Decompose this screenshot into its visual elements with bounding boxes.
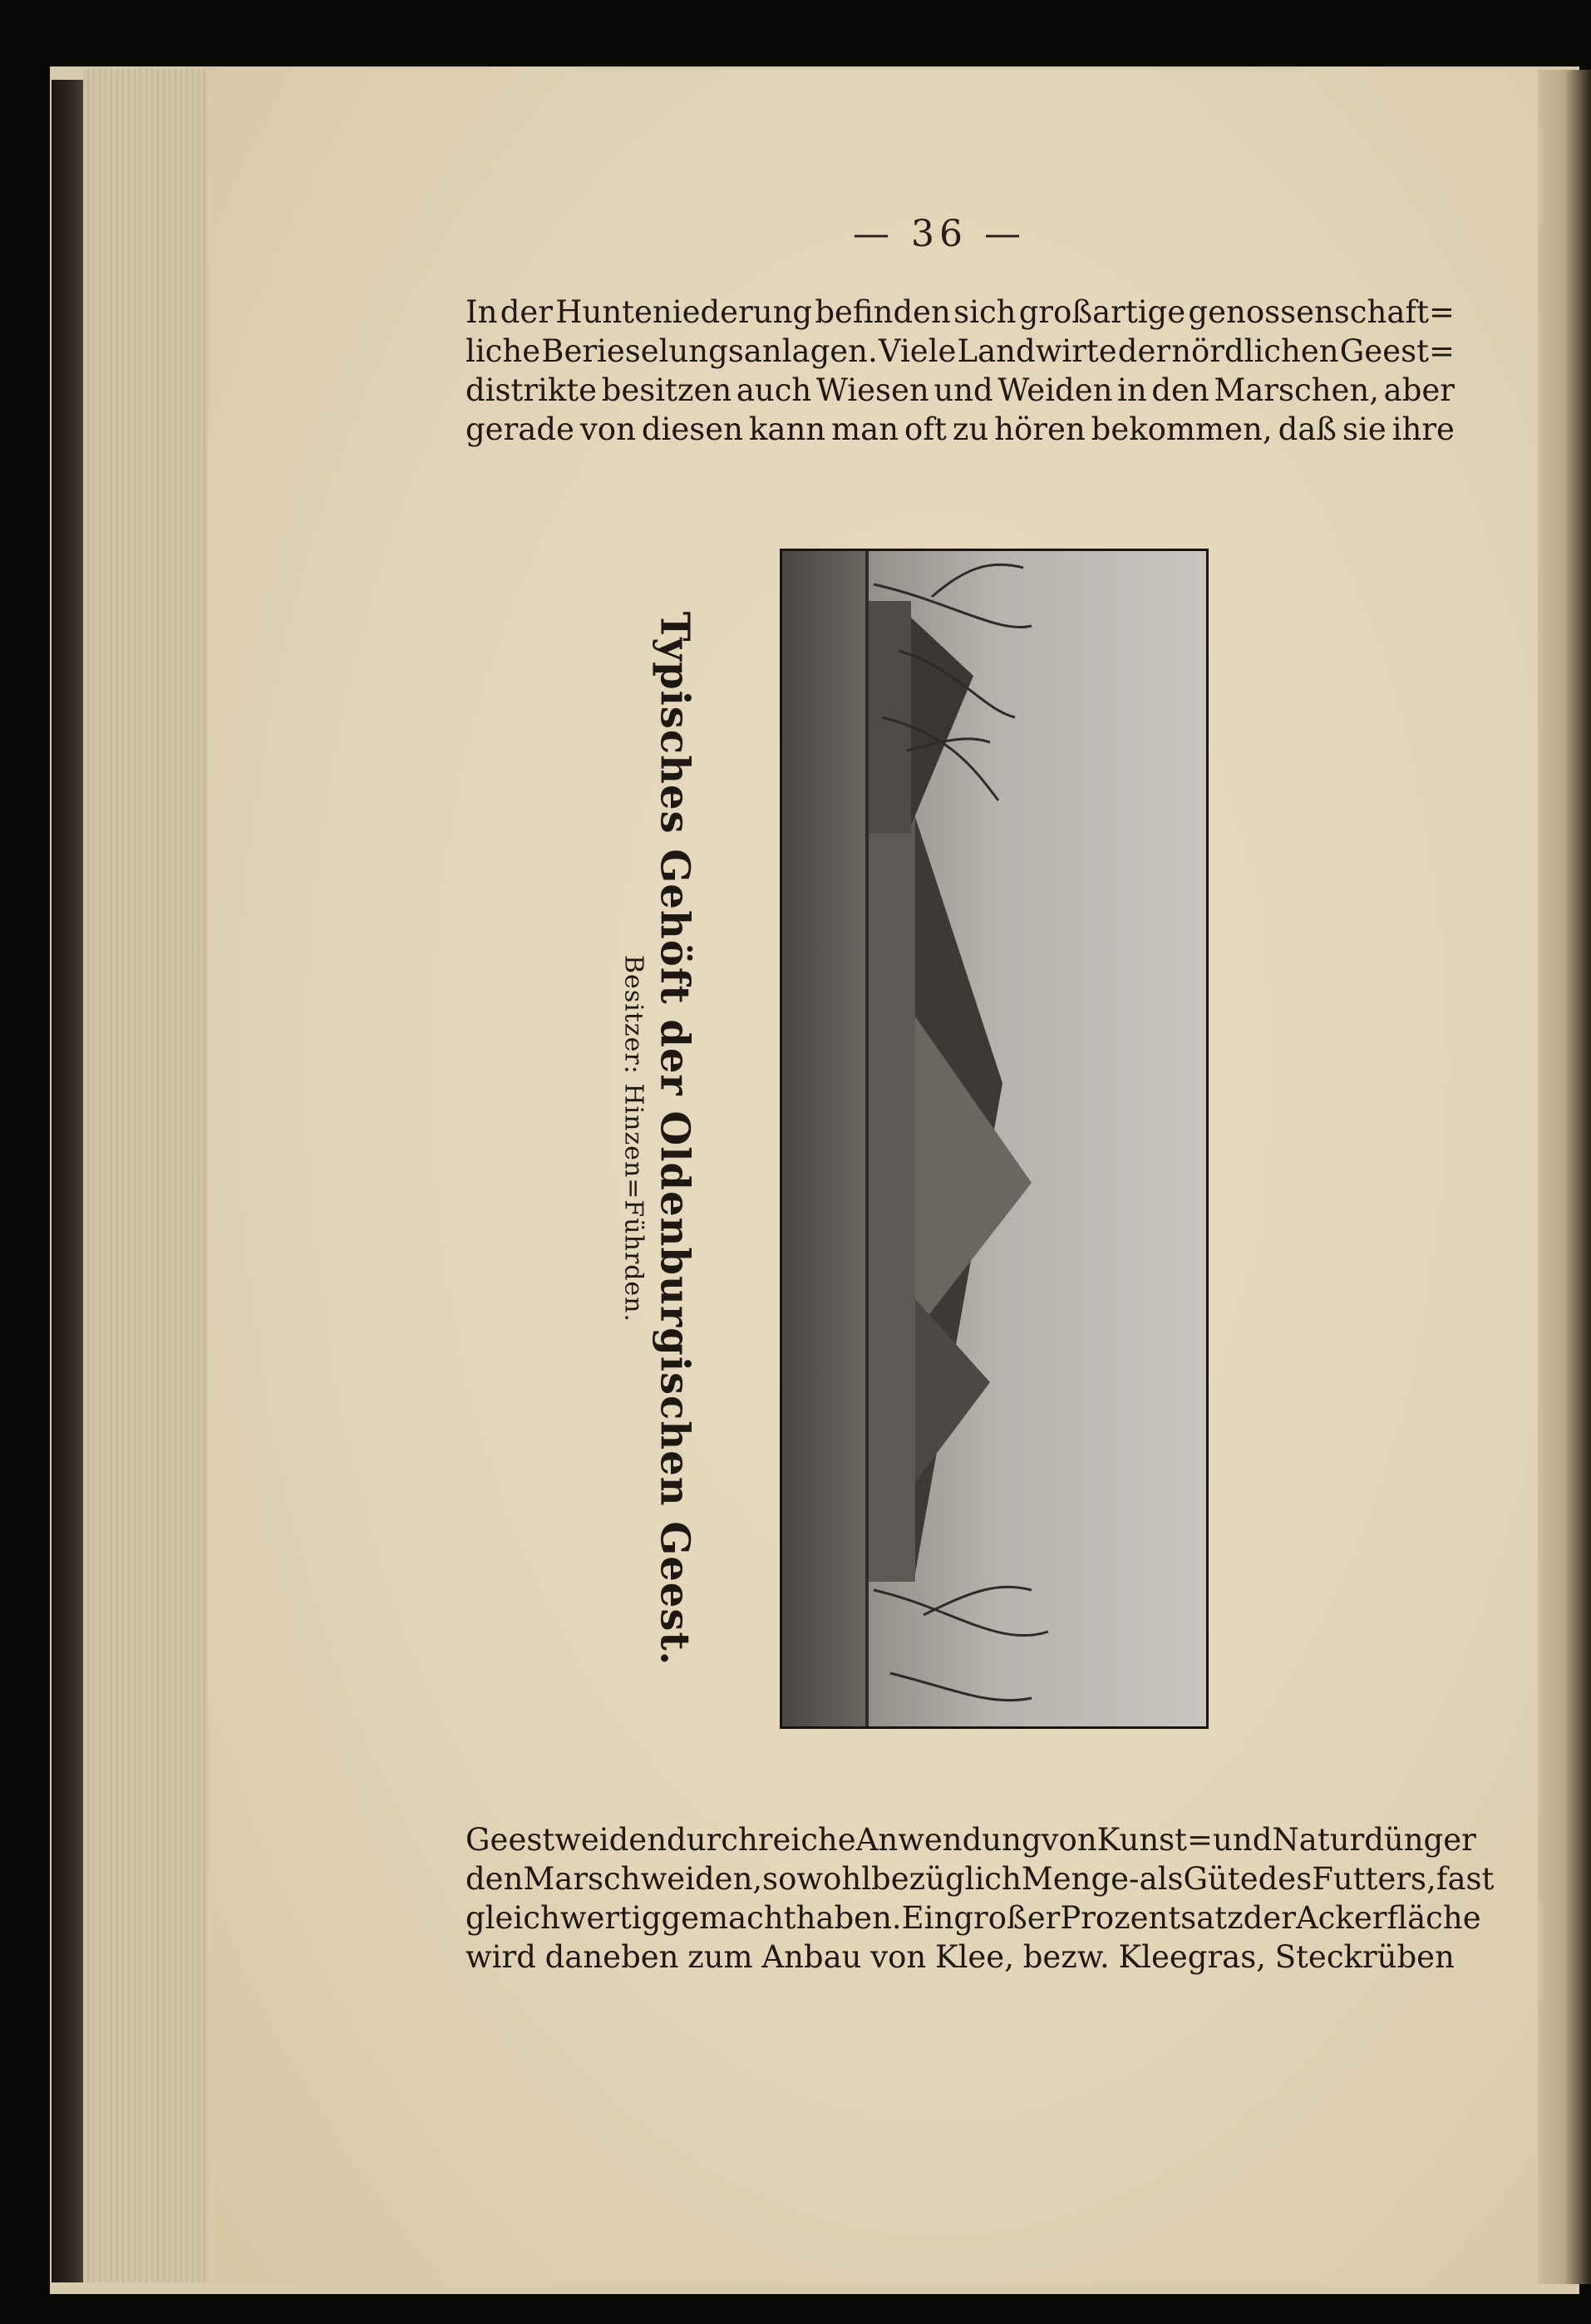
word: bezüglich: [871, 1861, 1022, 1897]
word: von: [579, 411, 636, 447]
word: besitzen: [601, 372, 732, 408]
word: aber: [1383, 372, 1455, 408]
text-line: [465, 1937, 1455, 1977]
paragraph-bottom: [465, 1820, 1495, 1977]
word: haben.: [796, 1900, 902, 1936]
word: großartige: [1018, 294, 1186, 330]
word: nördlichen: [1171, 333, 1339, 369]
word: Viele: [878, 333, 957, 369]
text-line: [465, 410, 1455, 449]
word: zum: [687, 1939, 753, 1975]
word: fast: [1436, 1861, 1495, 1897]
word: des: [1258, 1861, 1313, 1897]
word: Menge-: [1021, 1861, 1140, 1897]
word: Berieselungsanlagen.: [541, 333, 878, 369]
word: der: [1243, 1900, 1296, 1936]
word: den: [465, 1861, 524, 1897]
text-line: [465, 293, 1455, 332]
word: Naturdünger: [1272, 1822, 1476, 1858]
word: befinden: [815, 294, 951, 330]
word: Kunst=: [1096, 1822, 1214, 1858]
page-edges: [83, 68, 216, 2282]
word: in: [1117, 372, 1147, 408]
word: Futters,: [1312, 1861, 1436, 1897]
word: genossenschaft=: [1188, 294, 1455, 330]
word: liche: [465, 333, 541, 369]
word: Anbau: [761, 1939, 862, 1975]
word: Hunteniederung: [555, 294, 813, 330]
word: Anwendung: [855, 1822, 1042, 1858]
word: und: [933, 372, 993, 408]
word: Klee,: [934, 1939, 1014, 1975]
word: daneben: [544, 1939, 679, 1975]
word: Prozentsatz: [1060, 1900, 1244, 1936]
photo-ground: [782, 551, 865, 1726]
caption-owner: Besitzer: Hinzen=Führden.: [618, 954, 648, 1323]
word: den: [1151, 372, 1209, 408]
photo-horizon-line: [865, 551, 869, 1726]
word: Geest=: [1339, 333, 1455, 369]
word: Ackerfläche: [1295, 1900, 1481, 1936]
word: wird: [465, 1939, 536, 1975]
word: bekommen,: [1091, 411, 1273, 447]
word: Ein: [901, 1900, 954, 1936]
word: Marschen,: [1214, 372, 1380, 408]
word: Weiden: [997, 372, 1113, 408]
book-spine: [52, 80, 85, 2282]
text-line: [465, 371, 1455, 410]
word: Kleegras,: [1118, 1939, 1266, 1975]
text-line: [465, 1898, 1481, 1937]
word: der: [1117, 333, 1171, 369]
word: sie: [1342, 411, 1387, 447]
word: oft: [904, 411, 947, 447]
word: In: [465, 294, 498, 330]
word: gerade: [465, 411, 574, 447]
word: daß: [1278, 411, 1337, 447]
word: Steckrüben: [1274, 1939, 1455, 1975]
word: distrikte: [465, 372, 598, 408]
word: sich: [953, 294, 1017, 330]
word: als: [1139, 1861, 1184, 1897]
word: bezw.: [1022, 1939, 1110, 1975]
word: von: [870, 1939, 927, 1975]
page-number: — 36 —: [853, 213, 1026, 255]
word: auch: [736, 372, 812, 408]
word: kann: [748, 411, 826, 447]
word: der: [500, 294, 553, 330]
word: Marschweiden,: [523, 1861, 763, 1897]
word: diesen: [641, 411, 744, 447]
word: sowohl: [762, 1861, 872, 1897]
word: Güte: [1183, 1861, 1259, 1897]
word: reiche: [757, 1822, 856, 1858]
word: zu: [952, 411, 989, 447]
word: durch: [667, 1822, 758, 1858]
text-line: [465, 332, 1455, 371]
word: Wiesen: [815, 372, 929, 408]
word: und: [1213, 1822, 1273, 1858]
paragraph-top: [465, 293, 1455, 449]
word: hören: [994, 411, 1086, 447]
word: gemacht: [661, 1900, 796, 1936]
text-line: [465, 1820, 1476, 1859]
text-line: [465, 1859, 1495, 1898]
farmstead-photograph: [780, 549, 1209, 1729]
word: man: [831, 411, 899, 447]
word: Geestweiden: [465, 1822, 667, 1858]
word: Landwirte: [957, 333, 1117, 369]
word: gleichwertig: [465, 1900, 662, 1936]
page-right-edge: [1538, 70, 1591, 2284]
word: ihre: [1392, 411, 1455, 447]
caption-title: Typisches Gehöft der Oldenburgischen Geest.: [651, 611, 698, 1667]
word: von: [1041, 1822, 1097, 1858]
word: großer: [953, 1900, 1061, 1936]
